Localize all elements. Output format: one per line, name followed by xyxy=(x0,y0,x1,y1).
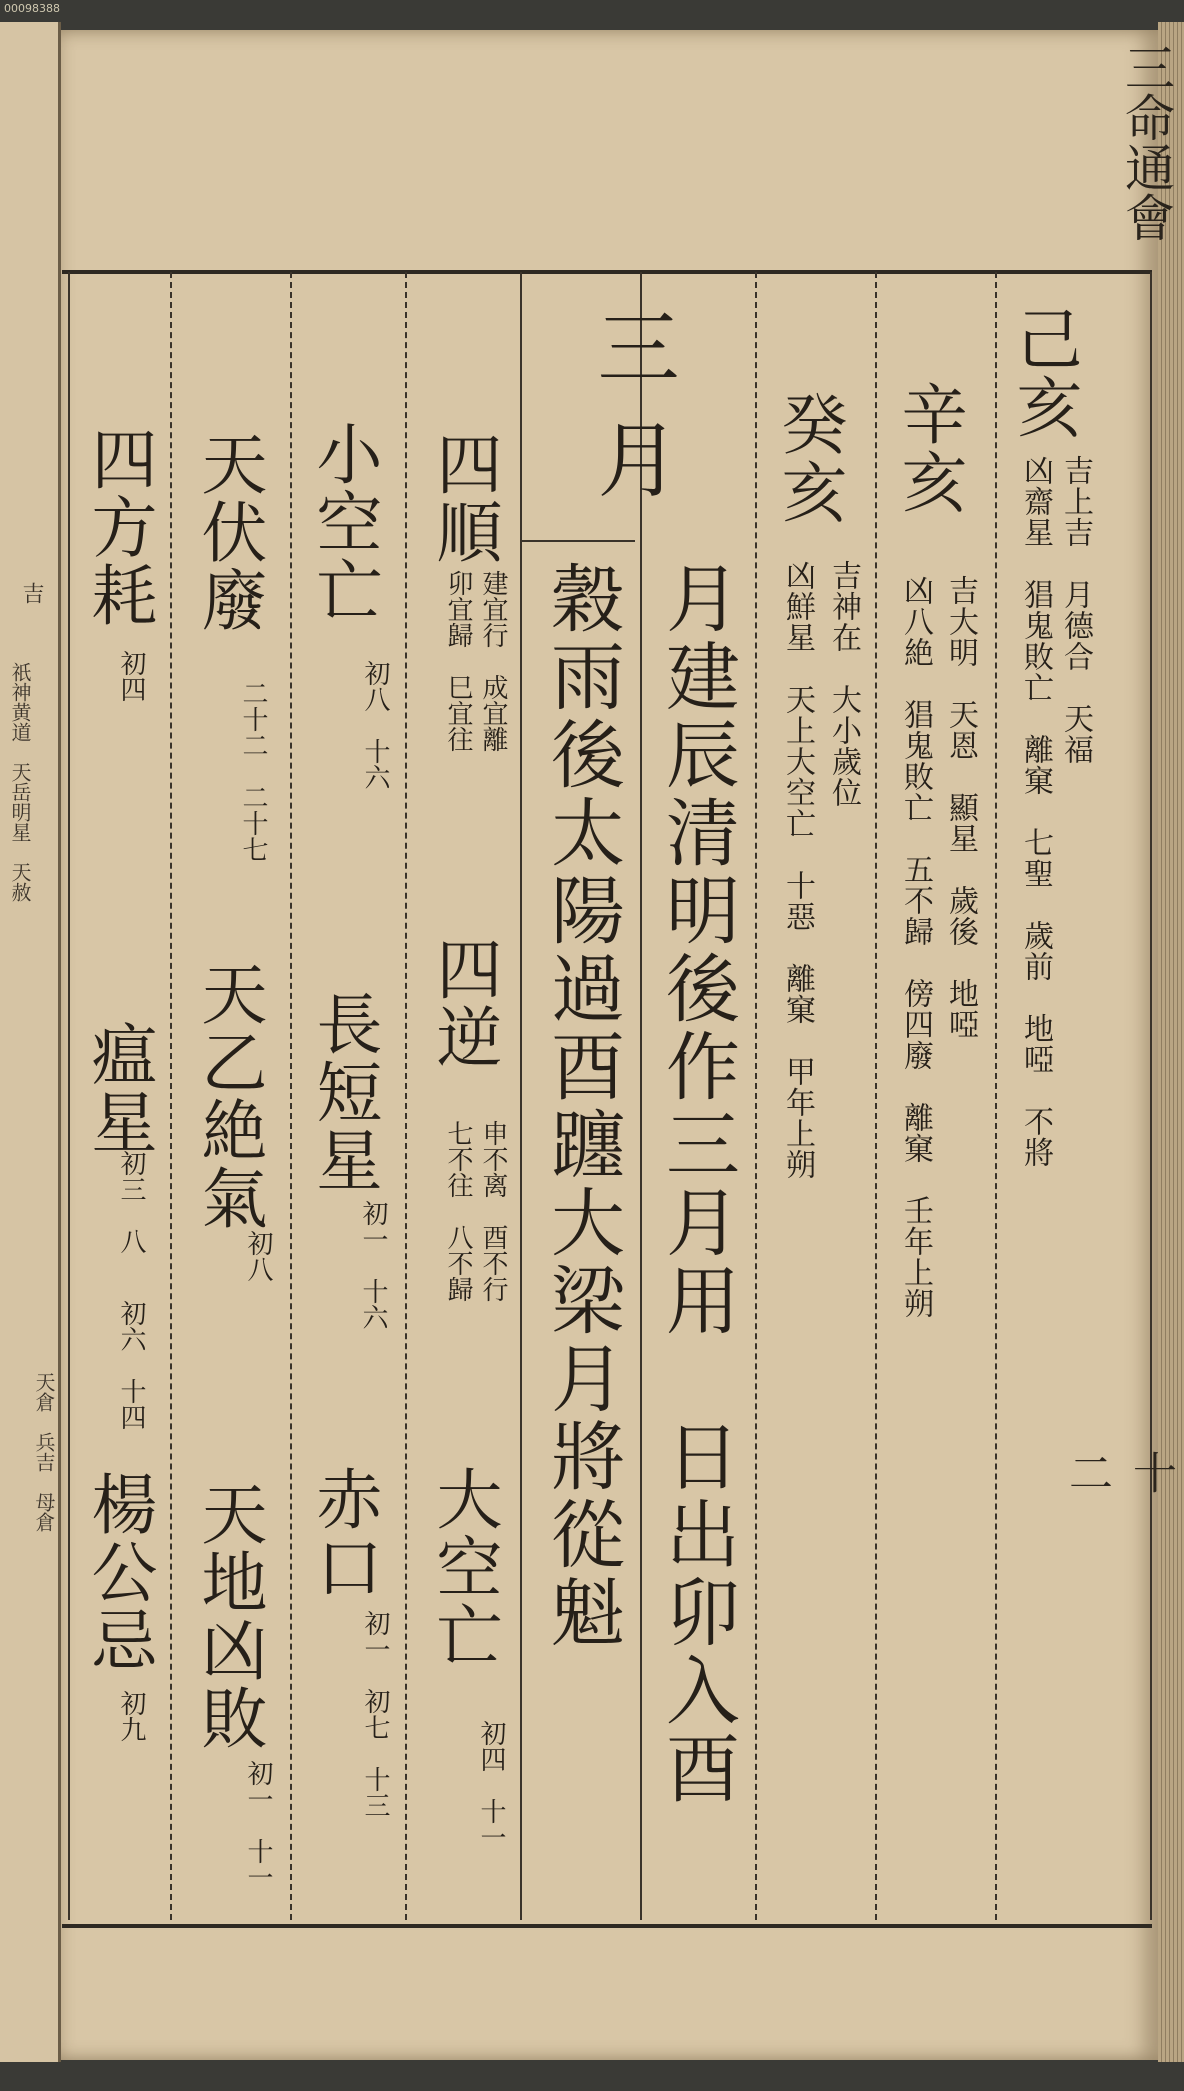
entry-note: 初九 xyxy=(116,1690,146,1742)
entry-note: 初一 十一 xyxy=(243,1760,273,1890)
entry-name: 四方耗 xyxy=(80,425,157,629)
frame-left-rule xyxy=(68,272,70,1920)
entry-note: 初四 xyxy=(116,650,146,702)
entry-note: 申不离 酉不行 xyxy=(478,1120,508,1302)
day-stem: 己亥 xyxy=(1005,305,1082,441)
day-line: 凶齋星 猖鬼敗亡 離窠 七聖 歲前 地啞 不將 xyxy=(1018,455,1053,1168)
entry-name: 小空亡 xyxy=(305,420,382,624)
entry-note: 卯宜歸 巳宜往 xyxy=(443,570,473,752)
entry-name: 天地凶敗 xyxy=(190,1480,267,1752)
month-header: 三月 xyxy=(584,305,679,529)
left-page-text: 祇神黄道 天岳明星 天赦 xyxy=(8,662,32,902)
column-rule xyxy=(520,272,522,1920)
entry-name: 天伏廢 xyxy=(190,430,267,634)
scan-id: 00098388 xyxy=(4,2,60,15)
column-rule xyxy=(405,272,407,1920)
entry-note: 初四 十一 xyxy=(476,1720,506,1850)
page-number: 十二 xyxy=(1061,1450,1176,1494)
column-rule xyxy=(875,272,877,1920)
day-stem: 癸亥 xyxy=(770,390,847,526)
book-title: 三命通會 xyxy=(1117,42,1175,242)
entry-note: 二十二 二十七 xyxy=(238,680,268,862)
month-text: 穀雨後太陽過酉躔大梁月將從魁 xyxy=(539,560,625,1652)
left-page-text-2: 天倉 兵吉 母倉 xyxy=(32,1372,56,1532)
header-rule xyxy=(520,540,635,542)
entry-name: 天乙絶氣 xyxy=(190,960,267,1232)
entry-name: 瘟星 xyxy=(80,1020,157,1156)
entry-note: 初三 八 xyxy=(116,1150,146,1254)
left-page-mark: 吉 xyxy=(19,582,44,604)
entry-name: 大空亡 xyxy=(425,1465,502,1669)
month-text: 月建辰清明後作三月用 日出卯入酉 xyxy=(654,560,740,1808)
entry-note: 初六 十四 xyxy=(116,1300,146,1430)
entry-name: 楊公忌 xyxy=(80,1470,157,1674)
entry-note: 初一 十六 xyxy=(358,1200,388,1330)
entry-note: 七不往 八不歸 xyxy=(443,1120,473,1302)
entry-note: 初八 十六 xyxy=(360,660,390,790)
day-line: 吉神在 大小歲位 xyxy=(826,560,861,808)
column-rule xyxy=(995,272,997,1920)
day-line: 凶鮮星 天上大空亡 十惡 離窠 甲年上朔 xyxy=(780,560,815,1180)
day-line: 凶八絶 猖鬼敗亡 五不歸 傍四廢 離窠 壬年上朔 xyxy=(898,575,933,1319)
entry-note: 建宜行 成宜離 xyxy=(478,570,508,752)
day-stem: 辛亥 xyxy=(890,380,967,516)
entry-name: 赤口 xyxy=(305,1465,382,1601)
day-line: 吉上吉 月德合 天福 xyxy=(1058,455,1093,765)
entry-name: 長短星 xyxy=(305,990,382,1194)
column-rule xyxy=(755,272,757,1920)
column-rule xyxy=(170,272,172,1920)
entry-name: 四順 xyxy=(425,430,502,566)
entry-note: 初八 xyxy=(243,1230,273,1282)
day-line: 吉大明 天恩 顯星 歲後 地啞 xyxy=(943,575,978,1040)
entry-name: 四逆 xyxy=(425,935,502,1071)
column-rule xyxy=(290,272,292,1920)
left-page xyxy=(0,22,61,2062)
entry-note: 初一 初七 十三 xyxy=(360,1610,390,1818)
